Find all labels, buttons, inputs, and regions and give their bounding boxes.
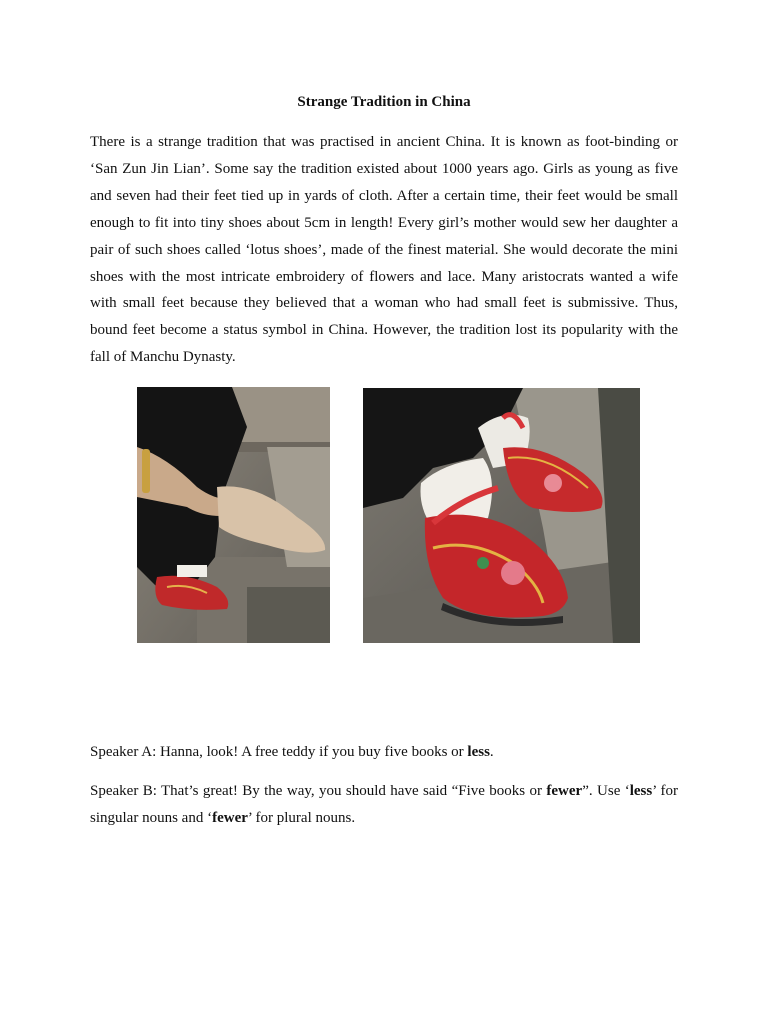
- photo-lotus-shoes: [363, 388, 640, 643]
- body-paragraph: There is a strange tradition that was practised in ancient China. It is known as foot-binding or ‘San Zun Jin Lian’. Some say the tradition existed about 1000 years ago. Girls as young as five and seven had their feet tied up in yards of cloth. After a certain time, their feet would be small enough to fit into tiny shoes about 5cm in length! Every girl’s mother would sew her daughter a pair of such shoes called ‘lotus shoes’, made of the finest material. She would decorate the mini shoes with the most intricate embroidery of flowers and lace. Many aristocrats wanted a wife with small feet because they believed that a woman who had small feet is submissive. Thus, bound feet become a status symbol in China. However, the tradition lost its popularity with the fall of Manchu Dynasty.: [90, 134, 678, 366]
- photo-elderly-bound-foot: [137, 387, 330, 643]
- photo-icon: [363, 388, 640, 643]
- speaker-a-suffix: .: [489, 744, 494, 760]
- speaker-b-part3: ’ for singular nouns and ‘: [90, 783, 678, 826]
- speaker-b-line: [90, 778, 678, 832]
- page-title: Strange Tradition in China: [297, 94, 471, 110]
- speaker-b-bold1: fewer: [546, 783, 583, 799]
- speaker-b-part2: ”. Use ‘: [582, 783, 630, 799]
- speaker-b-part1: Speaker B: That’s great! By the way, you should have said “Five books or: [90, 783, 547, 799]
- speaker-a-line: [90, 739, 678, 766]
- speaker-b-bold2: less: [629, 783, 653, 799]
- speaker-b-part4: ’ for plural nouns.: [247, 810, 356, 826]
- speaker-a-bold: less: [467, 744, 490, 760]
- speaker-a-prefix: Speaker A: Hanna, look! A free teddy if you buy five books or: [90, 744, 468, 760]
- speaker-b-bold3: fewer: [212, 810, 248, 826]
- photo-icon: [137, 387, 330, 643]
